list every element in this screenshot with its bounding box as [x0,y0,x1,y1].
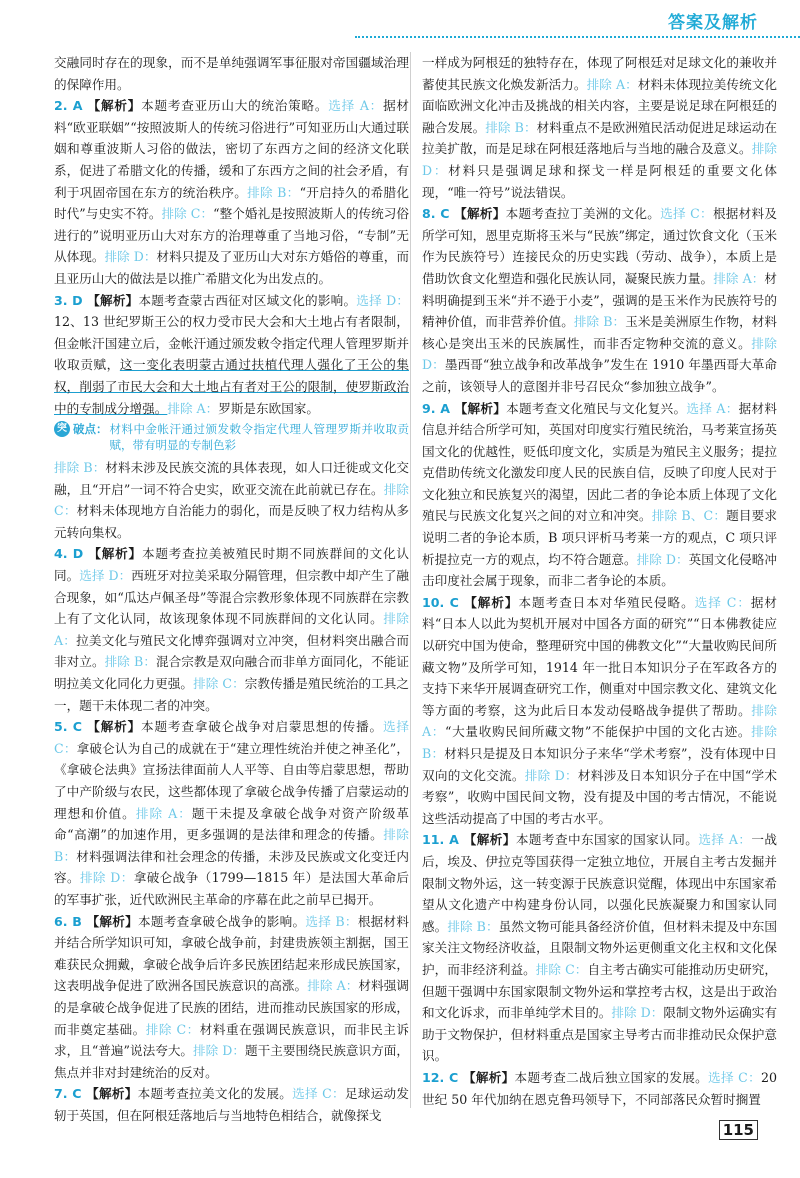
answer-item [54,543,409,716]
option-label: 排除 D： [193,1043,246,1059]
text-run: 材料重在强调民族意识，而非民主诉求，且“普遍”说法夸大。 [54,1021,409,1059]
text-run: 本题考查拿破仑战争对启蒙思想的传播。 [141,719,383,735]
option-label: 排除 D： [79,870,134,886]
breakthrough-badge-icon: 突 [54,421,70,437]
analysis-tag: 【解析】 [462,1069,515,1085]
analysis-tag: 【解析】 [86,913,138,929]
answer-number: 9. A [422,400,455,416]
text-run: 本题考查日本对华殖民侵略。 [518,594,695,610]
option-label: 排除 D： [104,249,157,265]
analysis-tag: 【解析】 [86,1086,138,1102]
option-label: 选择 C： [292,1086,345,1102]
option-label: 排除 D： [422,335,778,373]
text-run: 材料明确提到玉米“并不逊于小麦”，强调的是玉米作为民族符号的精神价值，而非营养价值。 [422,270,777,330]
option-label: 排除 B： [247,184,300,200]
text-run: 本题考查拿破仑战争的影响。 [137,913,306,929]
option-label: 排除 C： [54,481,409,519]
option-label: 排除 A： [54,611,410,648]
text-run: 据材料“日本人以此为契机开展对中国各方面的研究”“日本佛教徒应以研究中国为使命，整理研究中国的佛教文化”“大量收购民间所藏文物”及所学可知，1914 年一批日本知识分子在军政各方的支持下来华开展调查研究工作，侧重对中国宗教文化、建筑文化等方面的考察，这为此后日本发动侵略战争提供了帮助。 [422,594,778,718]
text-run: 本题考查亚历山大的统治策略。 [141,98,329,114]
text-run: 一战后，埃及、伊拉克等国获得一定独立地位，开展自主考古发掘并限制文物外运，这一转变源于民族意识觉醒，体现出中东国家希望从文化遗产中构建身份认同，以强化民族凝聚力和国家认同感。 [422,832,778,934]
text-run: 材料重点不是欧洲殖民活动促进足球运动在拉美扩散，而是足球在阿根廷落地后与当地的融合及意义。 [422,119,778,157]
option-label: 排除 B： [447,918,499,934]
text-run: 材料涉及日本知识分子在中国“学术考察”，收购中国民间文物，没有提及中国的考古情况，不能说这些活动提高了中国的考古水平。 [422,767,777,826]
text-run: 材料强调的是拿破仑战争促进了民族的团结，进而推动民族国家的形成，而非奠定基础。 [54,978,409,1037]
text-run: 本题考查拉美文化的发展。 [137,1086,293,1102]
answer-number: 12. C [422,1069,463,1085]
option-label: 排除 B、C： [651,508,727,524]
option-label: 排除 B： [54,460,106,476]
text-run: 拉美文化与殖民文化博弈强调对立冲突，但材料突出融合而非对立。 [54,632,409,670]
option-label: 选择 C： [660,206,713,222]
right-column [422,52,777,1110]
text-run: 据材料“欧亚联姻”“按照波斯人的传统习俗进行”可知亚历山大通过联姻和尊重波斯人习俗的做法，密切了东西方之间的经济文化联系，促进了希腊文化的传播，缓和了东西方之间的社会矛盾，有利于巩固帝国在东方的统治秩序。 [54,98,410,200]
text-run: 材料只提及了亚历山大对东方婚俗的尊重，而且亚历山大的做法是以推广希腊文化为出发点的。 [54,249,410,286]
option-label: 排除 C： [535,961,588,977]
option-label: 排除 C： [145,1021,200,1037]
paragraph [54,457,409,543]
answer-number: 11. A [422,832,464,848]
analysis-tag: 【解析】 [87,719,142,735]
text-run: 虽然文物可能具备经济价值，但材料未提及中东国家关注文物经济收益，且限制文物外运更侧重文化主权和文化保护，而非经济利益。 [422,918,777,977]
text-run: 20 世纪 50 年代加纳在恩克鲁玛领导下，不同部落民众暂时搁置 [422,1069,778,1107]
option-label: 选择 C： [708,1069,761,1085]
text-run: 一样成为阿根廷的独特存在，体现了阿根廷对足球文化的兼收并蓄使其民族文化焕发新活力。 [422,55,777,92]
text-run: “大量收购民间所藏文物”不能保护中国的文化古迹。 [445,724,752,740]
option-label: 排除 A： [167,400,219,416]
header-rule [355,36,800,38]
answer-item [54,716,409,910]
text-run: 自主考古确实可能推动历史研究，但题干强调中东国家限制文物外运和掌控考古权，这是出于政治和文化诉求，而非单纯学术目的。 [422,961,778,1021]
analysis-tag: 【解析】 [464,594,519,610]
text-run: 本题考查中东国家的国家认同。 [515,832,699,848]
text-run: 英国文化侵略冲击印度社会属于现象，而非二者争论的本质。 [422,551,778,589]
text-run: 交融同时存在的现象，而不是单纯强调军事征服对帝国疆域治理的保障作用。 [54,55,409,92]
option-label: 选择 D： [79,568,132,584]
answer-item [54,1083,409,1126]
breakthrough-note [54,421,409,453]
text-run: 材料强调法律和社会理念的传播，未涉及民族或文化变迁内容。 [54,848,409,886]
option-label: 排除 D： [524,767,578,783]
option-label: 选择 A： [698,832,752,848]
breakthrough-text: 材料中金帐汗通过颁发敕令指定代理人管理罗斯并收取贡赋，带有明显的专制色彩 [109,422,409,453]
option-label: 选择 B： [305,913,358,929]
text-run: 12、13 世纪罗斯王公的权力受市民大会和大土地占有者限制，但金帐汗国建立后，金帐汗通过颁发敕令指定代理人管理罗斯并收取贡赋， [54,314,409,373]
analysis-tag: 【解析】 [87,98,142,114]
text-run: 拿破仑战争（1799—1815 年）是法国大革命后的军事扩张，近代欧洲民主革命的序幕在此之前早已揭开。 [54,870,410,907]
text-run: 题目要求说明二者的争论本质，B 项只评析马考莱一方的观点，C 项只评析提拉克一方的观点，均不符合题意。 [422,508,777,567]
header-title: 答案及解析 [668,13,758,33]
text-run: 这一变化表明蒙古通过扶植代理人强化了王公的集权，削弱了市民大会和大土地占有者对王公的限制，使罗斯政治中的专制成分增强。 [54,357,410,416]
text-run: 题干主要围绕民族意识方面，焦点并非对封建统治的反对。 [54,1043,409,1080]
option-label: 选择 C： [694,594,751,610]
answer-number: 7. C [54,1086,87,1102]
option-label: 排除 A： [713,270,765,286]
analysis-tag: 【解析】 [88,546,142,562]
breakthrough-label: 破点： [73,422,108,437]
analysis-tag: 【解析】 [463,832,516,848]
text-run: 根据材料及所学可知，恩里克斯将玉米与“民族”绑定，通过饮食文化（玉米作为民族符号）连接民众的历史实践（劳动、战争），本质上是借助饮食文化塑造和强化民族认同，凝聚民族力量。 [422,206,778,286]
text-run: 材料只是强调足球和探戈一样是阿根廷的重要文化体现，“唯一符号”说法错误。 [422,162,777,200]
answer-number: 3. D [54,292,88,308]
option-label: 排除 D： [422,141,778,178]
analysis-tag: 【解析】 [454,206,506,222]
option-label: 排除 B： [422,724,777,761]
text-run: 墨西哥“独立战争和改革战争”发生在 1910 年墨西哥大革命之前，该领导人的意图并非号召民众“参加独立战争”。 [422,357,777,394]
page-number: 115 [719,1120,758,1140]
answer-item [54,290,409,420]
answer-number: 6. B [54,913,87,929]
paragraph [54,52,409,95]
text-run: 罗斯是东欧国家。 [218,400,319,416]
option-label: 排除 A： [586,76,638,92]
option-label: 选择 C： [54,719,410,756]
text-run: 玉米是美洲原生作物，材料核心是突出玉米的民族属性，而非否定物种交流的意义。 [422,314,777,351]
option-label: 选择 A： [686,400,739,416]
text-run: 西班牙对拉美采取分隔管理，但宗教中却产生了融合现象，如“瓜达卢佩圣母”等混合宗教形象体现不同族群在宗教上有了文化认同，故该现象体现不同族群间的文化认同。 [54,568,410,627]
text-run: 拿破仑认为自己的成就在于“建立理性统治并使之神圣化”，《拿破仑法典》宣扬法律面前人人平等、自由等启蒙思想，帮助了中产阶级与农民，这些都体现了拿破仑战争传播了启蒙运动的理想和价值。 [54,740,409,821]
answer-item [54,911,409,1084]
text-run: 材料未涉及民族交流的具体表现，如人口迁徙或文化交融，且“开启”一词不符合史实，欧亚交流在此前就已存在。 [54,460,409,497]
option-label: 排除 D： [636,551,689,567]
analysis-tag: 【解析】 [454,400,507,416]
answer-number: 2. A [54,98,88,114]
column-divider [410,52,411,1108]
answer-item [422,1067,777,1110]
text-run: 本题考查文化殖民与文化复兴。 [506,400,687,416]
answer-item [422,398,777,592]
text-run: 题干未提及拿破仑战争对资产阶级革命“高潮”的加速作用，更多强调的是法律和理念的传播。 [54,805,410,843]
text-run: “开启持久的希腊化时代”与史实不符。 [54,184,409,222]
paragraph [422,52,777,203]
answer-item [422,829,777,1067]
text-run: 本题考查二战后独立国家的发展。 [514,1069,709,1085]
option-label: 排除 A： [422,702,778,740]
text-run: 混合宗教是双向融合而非单方面同化，不能证明拉美文化同化力更强。 [54,654,409,692]
answer-number: 4. D [54,546,89,562]
option-label: 排除 D： [611,1005,664,1021]
option-label: 排除 A： [135,805,192,821]
answer-item [54,95,409,289]
text-run: 本题考查拉美被殖民时期不同族群间的文化认同。 [54,546,410,584]
answer-number: 8. C [422,206,455,222]
option-label: 选择 A： [328,98,384,114]
option-label: 排除 B： [104,654,156,670]
option-label: 排除 C： [161,206,214,222]
text-run: 根据材料并结合所学知识可知，拿破仑战争前，封建贵族领主割据，国王难获民众拥戴，拿破仑战争后许多民族团结起来形成民族国家，这表明战争促进了欧洲各国民族意识的高涨。 [54,913,410,994]
text-run: 材料未体现地方自治能力的弱化，而是反映了权力结构从多元转向集权。 [54,503,409,540]
text-run: 宗教传播是殖民统治的工具之一，题干未体现二者的冲突。 [54,676,410,713]
option-label: 排除 B： [573,314,626,330]
text-run: 材料未体现拉美传统文化面临欧洲文化冲击及挑战的相关内容，主要是说足球在阿根廷的融合发展。 [422,76,778,135]
analysis-tag: 【解析】 [87,292,139,308]
answer-number: 10. C [422,594,465,610]
text-run: 限制文物外运确实有助于文物保护，但材料重点是国家主导考古而非推动民众保护意识。 [422,1005,778,1064]
option-label: 排除 C： [193,676,245,692]
text-run: 材料只是提及日本知识分子来华“学术考察”，没有体现中日双向的文化交流。 [422,746,777,783]
left-column [54,52,409,1127]
option-label: 选择 D： [356,292,410,308]
text-run: 本题考查拉丁美洲的文化。 [505,206,661,222]
option-label: 排除 A： [307,978,359,994]
text-run: 本题考查蒙古西征对区域文化的影响。 [138,292,357,308]
option-label: 排除 B： [54,827,409,864]
answer-number: 5. C [54,719,88,735]
option-label: 排除 B： [485,119,537,135]
text-run: 足球运动发轫于英国，但在阿根廷落地后与当地特色相结合，就像探戈 [54,1086,410,1123]
answer-item [422,203,777,397]
text-run: “整个婚礼是按照波斯人的传统习俗进行的”说明亚历山大对东方的治理尊重了当地习俗，“专制”无从体现。 [54,206,409,265]
text-run: 据材料信息并结合所学可知，英国对印度实行殖民统治，马考莱宣扬英国文化的优越性，贬低印度文化，实质是为殖民主义服务；提拉克借助传统文化激发印度人民的民族自信，反映了印度人民对于文化独立和民族复兴的渴望，因此二者的争论本质上体现了文化殖民与民族文化复兴之间的对立和冲突。 [422,400,778,524]
answer-item [422,592,777,830]
